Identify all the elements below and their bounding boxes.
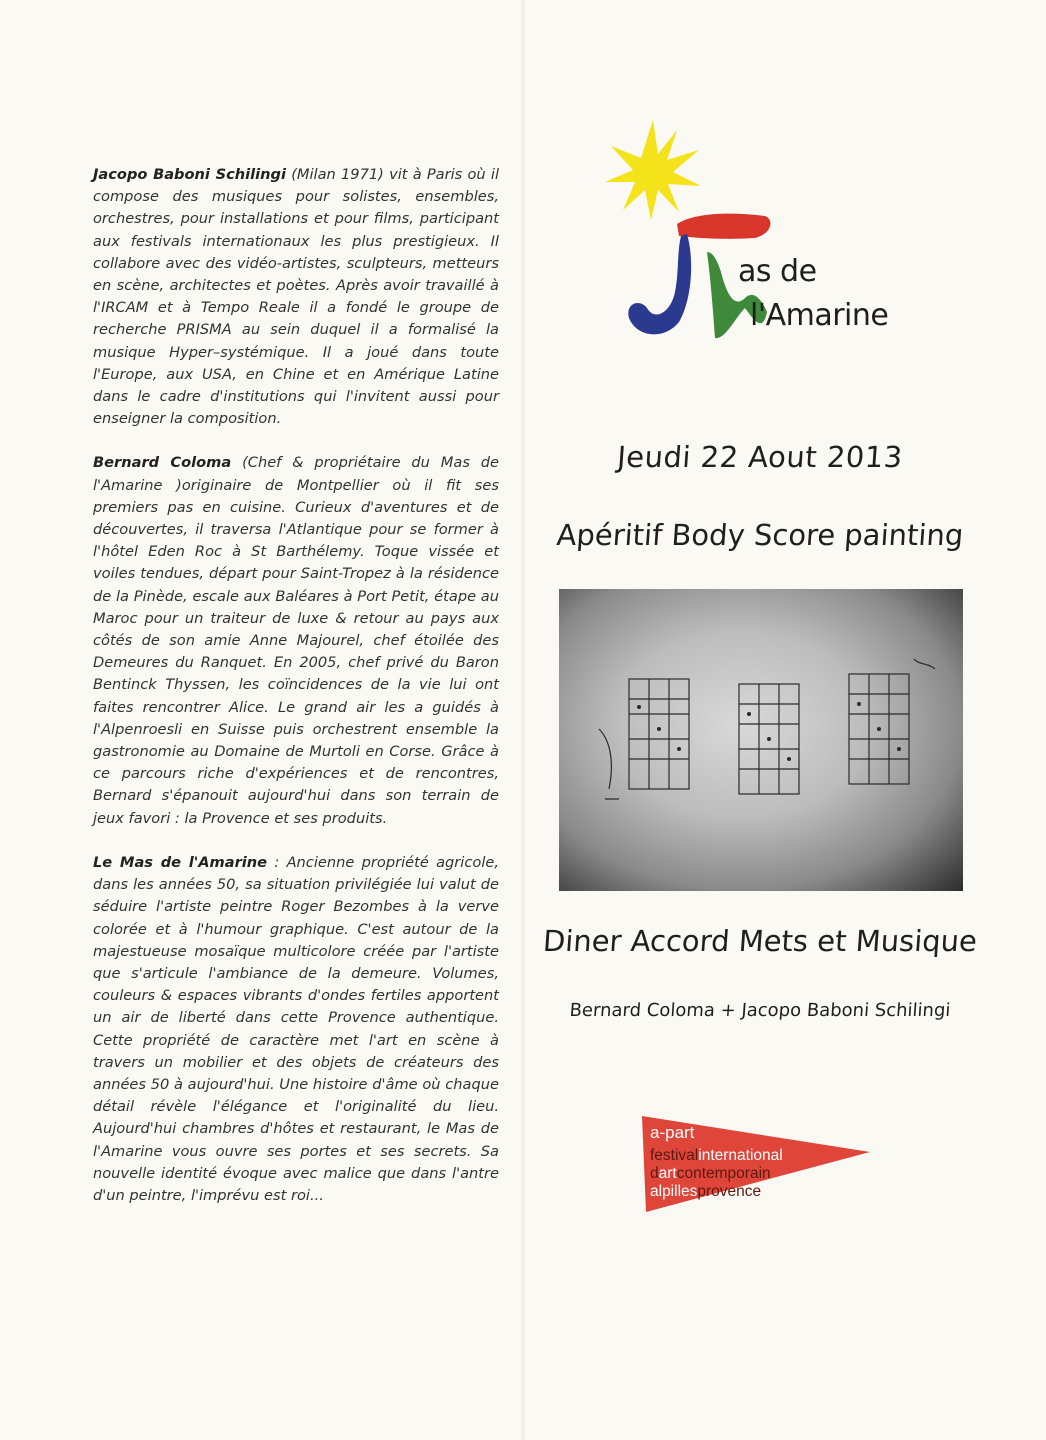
- description-mas-name: Le Mas de l'Amarine: [93, 853, 268, 871]
- bio-bernard: [93, 452, 499, 829]
- bio-jacopo: [93, 164, 499, 430]
- event-date: Jeudi 22 Aout 2013: [616, 440, 904, 474]
- badge-apart: a-part: [650, 1123, 695, 1142]
- sun-icon: [605, 120, 701, 220]
- bio-jacopo-name: Jacopo Baboni Schilingi: [93, 166, 286, 183]
- score-drawing: [559, 589, 963, 891]
- bio-bernard-text: (Chef & propriétaire du Mas de l'Amarine )originaire de Montpellier où il fit ses premiers pas en cuisine. Curieux d'aventures et de découvertes, il traversa l'Atlantique pour se former à l'hôtel Eden Roc à St Barthélemy. Toque vissée et voiles tendues, départ pour Saint-Tropez à la résidence de la Pinède, escale aux Baléares à Port Petit, étape au Maroc pour un traiteur de luxe & retour au pays aux côtés de son amie Anne Majourel, chef étoilée des Demeures du Ranquet. En 2005, chef privé du Baron Bentinck Thyssen, les coïncidences de la vie lui ont faites rencontrer Alice. Le grand air les a guidés à l'Alpenroesli en Suisse puis orchestrent ensemble la gastronomie au Domaine de Murtoli en Corse. Grâce à ce parcours riche d'expériences et de rencontres, Bernard s'épanouit aujourd'hui dans son terrain de jeux favori : la Provence et ses produits.: [93, 454, 500, 827]
- brush-red: [677, 214, 770, 239]
- bio-jacopo-text: (Milan 1971) vit à Paris où il compose des musiques pour solistes, ensembles, orchestres, pour installations et pour films, participant aux festivals internationaux les plus prestigieux. Il collabore avec des vidéo-artistes, sculpteurs, metteurs en scène, architectes et poètes. Après avoir travaillé à l'IRCAM et à Tempo Reale il a fondé le groupe de recherche PRISMA au sein duquel il a formalisé la musique Hyper–systémique. Il a joué dans toute l'Europe, aux USA, en Chine et en Amérique Latine dans le cadre d'institutions qui l'invitent aussi pour enseigner la composition.: [93, 166, 499, 428]
- event-chefs: Bernard Coloma + Jacopo Baboni Schilingi: [568, 1000, 952, 1021]
- badge-line3: dartcontemporain: [650, 1165, 771, 1182]
- badge-line4: alpillesprovence: [650, 1183, 762, 1200]
- description-mas: [93, 852, 499, 1207]
- festival-badge-text: [650, 1124, 783, 1201]
- event-aperitif: Apéritif Body Score painting: [555, 518, 965, 552]
- page-fold: [520, 0, 526, 1440]
- logo-line1: as de: [738, 254, 817, 289]
- body-score-photo: [559, 589, 963, 891]
- logo-line2: l'Amarine: [750, 298, 889, 333]
- event-diner: Diner Accord Mets et Musique: [541, 924, 979, 958]
- badge-line2: festivalinternational: [650, 1147, 783, 1164]
- score-block-1: [599, 679, 689, 799]
- logo-wordmark: [738, 250, 888, 338]
- brush-blue: [628, 234, 691, 334]
- left-column: [93, 164, 499, 1229]
- score-block-3: [849, 659, 935, 784]
- description-mas-text: : Ancienne propriété agricole, dans les années 50, sa situation privilégiée lui valut de séduire l'artiste peintre Roger Bezombes à la verve colorée et à l'humour graphique. C'est autour de la majestueuse mosaïque multicolore créée par l'artiste que s'articule l'ambiance de la demeure. Volumes, couleurs & espaces vibrants d'ondes fertiles apportent un air de liberté dans cette Provence authentique. Cette propriété de caractère met l'art en scène à travers un mobilier et des objets de créateurs des années 50 à aujourd'hui. Une histoire d'âme où chaque détail révèle l'élégance et l'originalité du lieu. Aujourd'hui chambres d'hôtes et restaurant, le Mas de l'Amarine vous ouvre ses portes et ses secrets. Sa nouvelle identité évoque avec malice que dans l'antre d'un peintre, l'imprévu est roi...: [93, 853, 499, 1204]
- bio-bernard-name: Bernard Coloma: [93, 454, 232, 472]
